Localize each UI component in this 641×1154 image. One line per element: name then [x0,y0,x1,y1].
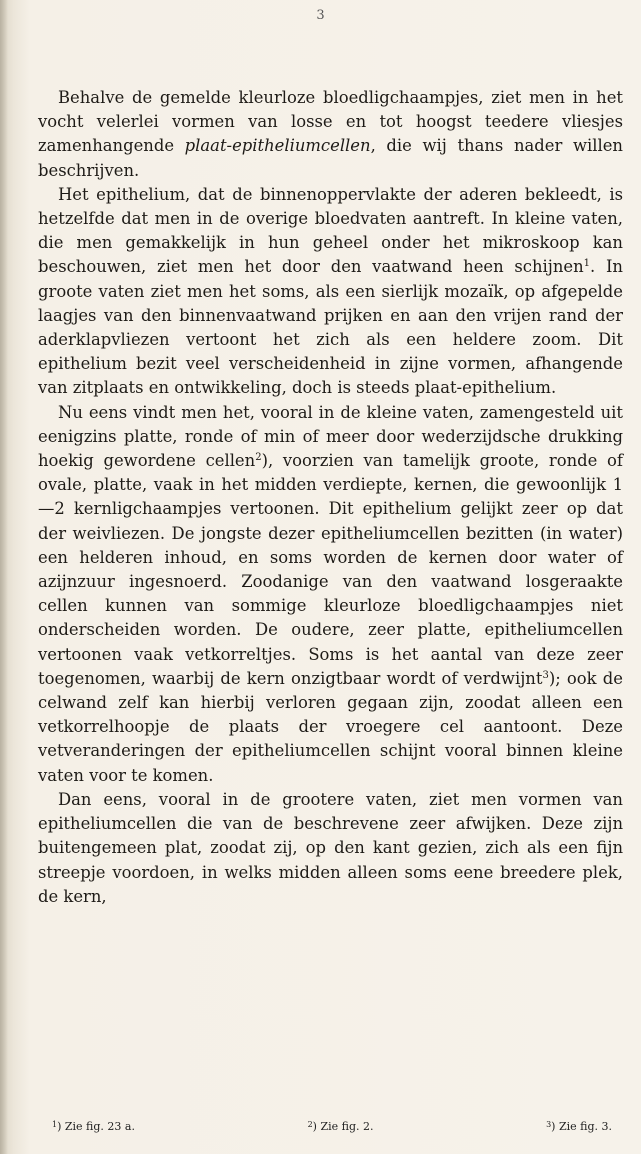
italic-term: plaat-epitheliumcellen [184,136,371,156]
page-number: 3 [316,8,325,23]
footnote-mark: 2 [307,1120,313,1129]
footnotes [52,1120,612,1133]
footnote-mark: 1 [52,1120,58,1129]
footnote-mark: 3 [546,1120,552,1129]
paragraph-text: ); ook de celwand zelf kan hierbij verloren gegaan zijn, zoodat alleen een vetkorrelhoopje de plaats der vroegere cel aantoont. Deze vetveranderingen der epitheliumcellen schijnt vooral binnen kleine vaten voor te komen. [38,668,623,785]
footnote [308,1120,374,1133]
body-text [38,86,623,909]
paragraph [38,183,623,401]
footnote-text: ) Zie fig. 3. [551,1120,612,1133]
footnote-text: ) Zie fig. 23 a. [57,1120,135,1133]
paragraph-text: ), voorzien van tamelijk groote, ronde of ovale, platte, vaak in het midden verdiepte, kernen, die gewoonlijk 1—2 kernligchaampjes vertoonen. Dit epithelium gelijkt zeer op dat der weivliezen. De jongste dezer epitheliumcellen bezitten (in water) een helderen inhoud, en soms worden de kernen door water of azijnzuur ingesnoerd. Zoodanige van den vaatwand losgeraakte cellen kunnen van sommige kleurloze bloedligchaampjes niet onderscheiden worden. De oudere, zeer platte, epitheliumcellen vertoonen vaak vetkorreltjes. Soms is het aantal van deze zeer toegenomen, waarbij de kern onzigtbaar wordt of verdwijnt [38,451,623,688]
footnote-ref: 2 [255,452,262,464]
paragraph-text: Dan eens, vooral in de grootere vaten, ziet men vormen van epitheliumcellen die van de beschrevene zeer afwijken. Deze zijn buitengemeen plat, zoodat zij, op den kant gezien, zich als een fijn streepje voordoen, in welks midden alleen soms eene breedere plek, de kern, [38,789,623,906]
paragraph-text: Behalve de gemelde kleurloze bloedligchaampjes, ziet men in het vocht velerlei vormen van losse en tot hoogst teedere vliesjes zamenhangende [38,88,623,156]
paragraph-text: , die wij thans nader willen beschrijven. [38,136,623,180]
paragraph-text: Nu eens vindt men het, vooral in de kleine vaten, zamengesteld uit eenigzins platte, ronde of min of meer door wederzijdsche drukking hoekig gewordene cellen [38,402,623,471]
footnote-ref: 3 [542,669,549,681]
footnote-ref: 1 [583,258,591,270]
paragraph [38,86,623,183]
paragraph-text: . In groote vaten ziet men het soms, als een sierlijk mozaïk, op afgepelde laagjes van den binnenvaatwand prijken en aan den vrijen rand der aderklapvliezen vertoont het zich als een heldere zoom. Dit epithelium bezit veel verscheidenheid in zijne vormen, afhangende van zitplaats en ontwikkeling, doch is steeds plaat-epithelium. [38,257,623,398]
footnote [52,1120,135,1133]
footnote-text: ) Zie fig. 2. [312,1120,374,1133]
paragraph [38,401,623,788]
footnote [546,1120,612,1133]
gutter-shadow [0,0,8,1154]
paragraph-text: Het epithelium, dat de binnenoppervlakte der aderen bekleedt, is hetzelfde dat men in de overige bloedvaten aantreft. In kleine vaten, die men gemakkelijk in hun geheel onder het mikroskoop kan beschouwen, ziet men het door den vaatwand heen schijnen [38,184,623,277]
paragraph [38,788,623,909]
